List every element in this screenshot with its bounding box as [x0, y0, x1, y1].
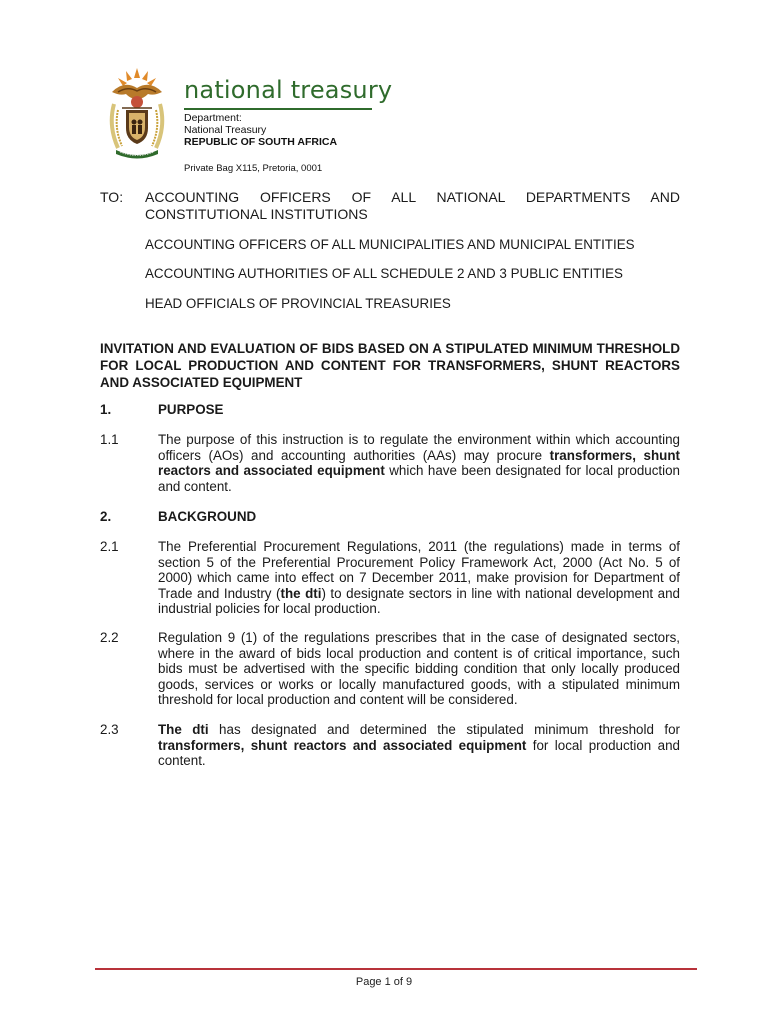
department-block — [184, 112, 337, 148]
section-2-heading: BACKGROUND — [158, 509, 257, 524]
postal-address: Private Bag X115, Pretoria, 0001 — [184, 163, 323, 174]
department-name: National Treasury — [184, 124, 267, 136]
paragraph-2-1-emphasis: the dti — [280, 585, 322, 601]
brand-name: national treasury — [184, 76, 393, 104]
paragraph-1-1-emphasis: transformers, shunt reactors and associated equipment — [158, 447, 680, 479]
addressee-line-4: HEAD OFFICIALS OF PROVINCIAL TREASURIES — [145, 296, 451, 311]
document-title: INVITATION AND EVALUATION OF BIDS BASED ON A STIPULATED MINIMUM THRESHOLD FOR LOCAL PRODUCTION AND CONTENT FOR TRANSFORMERS, SHUNT REACTORS AND ASSOCIATED EQUIPMENT — [100, 341, 680, 390]
paragraph-1-1 — [158, 432, 680, 494]
country-name: REPUBLIC OF SOUTH AFRICA — [184, 136, 338, 148]
paragraph-1-1-text-c: which have been designated for local production and content. — [158, 463, 680, 494]
paragraph-2-3 — [158, 722, 680, 769]
addressee-line-3: ACCOUNTING AUTHORITIES OF ALL SCHEDULE 2 AND 3 PUBLIC ENTITIES — [145, 266, 623, 281]
section-2-number: 2. — [100, 509, 112, 524]
brand-underline — [184, 108, 372, 110]
paragraph-2-1-number: 2.1 — [100, 539, 119, 554]
to-label: TO: — [100, 189, 124, 205]
addressee-line-1a: ACCOUNTING OFFICERS OF ALL NATIONAL DEPARTMENTS AND — [145, 189, 680, 205]
section-1-heading: PURPOSE — [158, 402, 224, 417]
paragraph-2-2: Regulation 9 (1) of the regulations prescribes that in the case of designated sectors, where in the award of bids local production and content is of critical importance, such bids must be advertised with the specific bidding condition that only locally produced goods, services or works or locally manufactured goods, with a stipulated minimum threshold for local production and content will be considered. — [158, 630, 680, 708]
footer-rule — [95, 968, 697, 970]
paragraph-2-3-number: 2.3 — [100, 722, 119, 737]
page-number: Page 1 of 9 — [355, 976, 413, 988]
paragraph-2-3-text-b: has designated and determined the stipulated minimum threshold for — [208, 722, 680, 737]
paragraph-2-1-text-a: The Preferential Procurement Regulations, 2011 (the regulations) made in terms of section 5 of the Preferential Procurement Policy Framework Act, 2000 (Act No. 5 of 2000) which came into effect on 7 December 2011, make provision for Department of Trade and Industry ( — [158, 539, 680, 601]
paragraph-2-1-text-c: ) to designate sectors in line with national development and industrial policies for local production. — [158, 585, 680, 617]
department-label: Department: — [184, 112, 242, 124]
paragraph-2-1 — [158, 539, 680, 617]
paragraph-1-1-text-a: The purpose of this instruction is to regulate the environment within which accounting officers (AOs) and accounting authorities (AAs) may procure — [158, 432, 680, 463]
paragraph-2-3-emphasis-a: The dti — [158, 722, 209, 737]
addressee-line-2: ACCOUNTING OFFICERS OF ALL MUNICIPALITIES AND MUNICIPAL ENTITIES — [145, 237, 635, 252]
paragraph-1-1-number: 1.1 — [100, 432, 119, 447]
section-1-number: 1. — [100, 402, 112, 417]
paragraph-2-2-number: 2.2 — [100, 630, 119, 645]
coat-of-arms-logo — [104, 66, 170, 162]
addressee-line-1b: CONSTITUTIONAL INSTITUTIONS — [145, 206, 368, 222]
paragraph-2-3-emphasis-c: transformers, shunt reactors and associated equipment — [158, 737, 527, 753]
brand-block — [184, 76, 392, 110]
paragraph-2-3-text-d: for local production and content. — [158, 737, 680, 769]
